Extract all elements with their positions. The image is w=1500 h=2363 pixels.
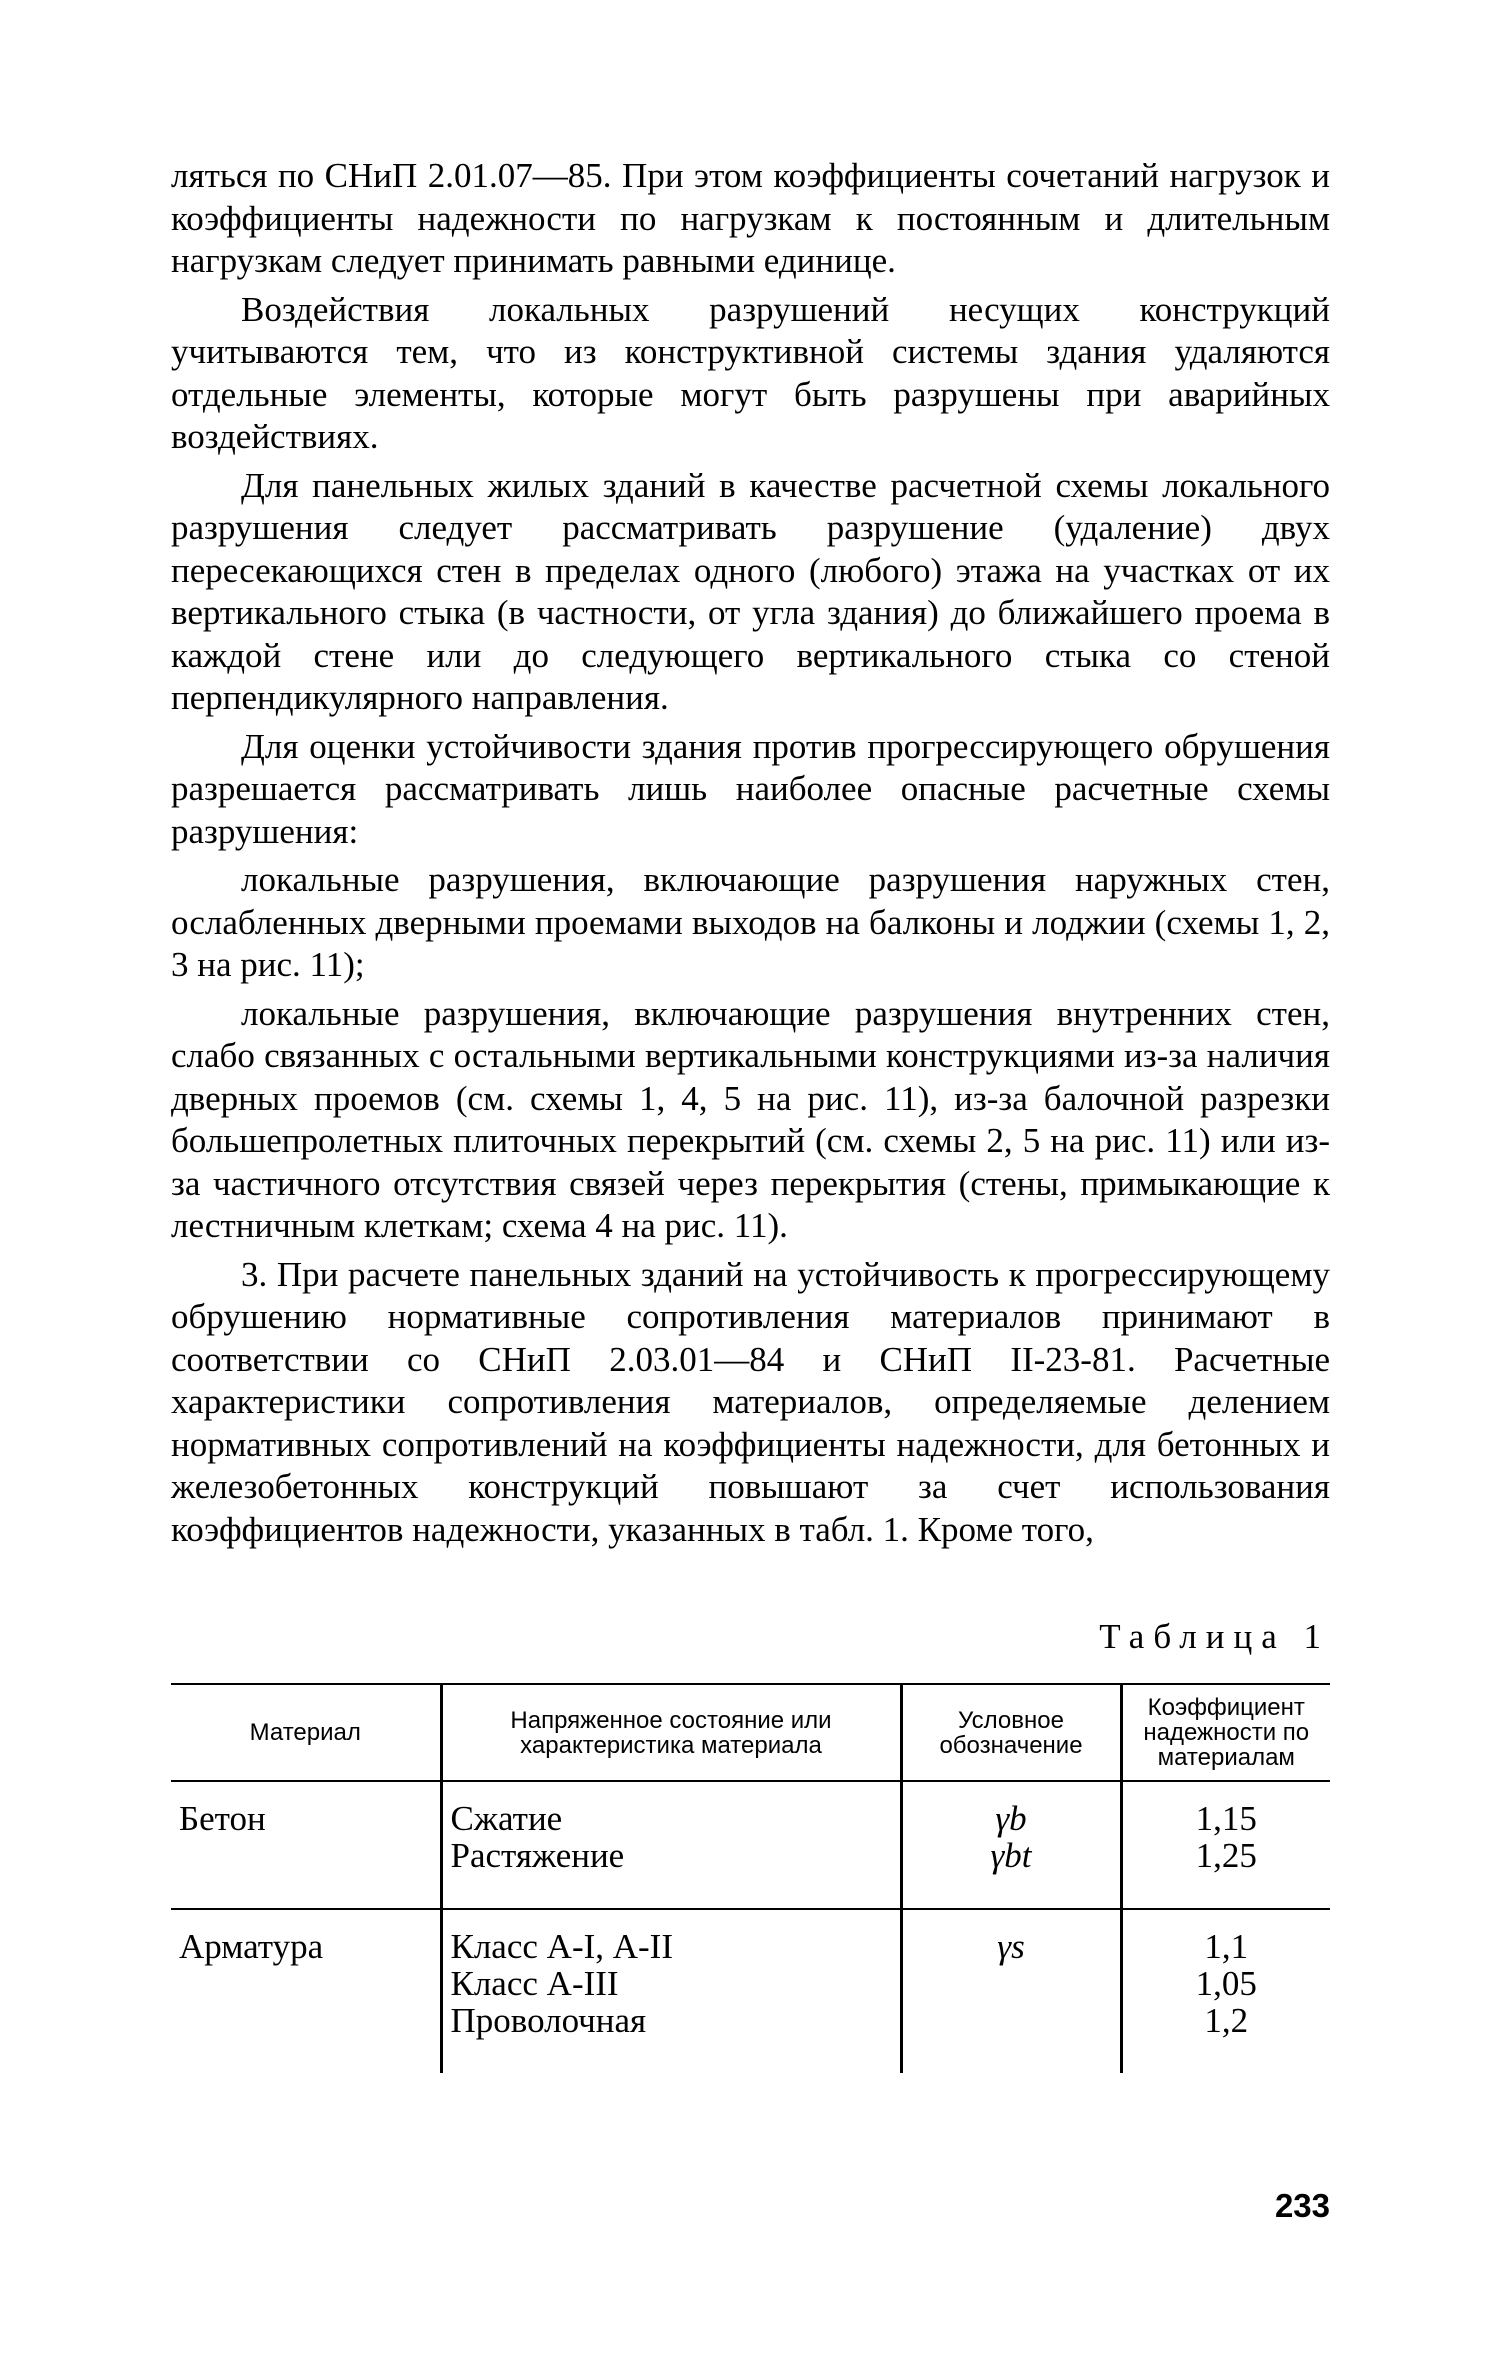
header-state: Напряженное состояние или характеристика материала xyxy=(441,1684,901,1781)
header-symbol: Условное обозначение xyxy=(901,1684,1121,1781)
paragraph-1: ляться по СНиП 2.01.07—85. При этом коэффициенты сочетаний нагрузок и коэффициенты надежности по нагрузкам к постоянным и длительным нагрузкам следует принимать равными единице. xyxy=(171,156,1330,280)
header-coefficient: Коэффициент надежности по материалам xyxy=(1121,1684,1330,1781)
reliability-coefficients-table xyxy=(171,1683,1330,2073)
table-row xyxy=(171,1909,1330,2073)
paragraph-3: Для панельных жилых зданий в качестве расчетной схемы локального разрушения следует рассматривать разрушение (удаление) двух пересекающихся стен в пределах одного (любого) этажа на участках от их вертикального стыка (в частности, от угла здания) до ближайшего проема в каждой стене или до следующего вертикального стыка со стеной перпендикулярного направления. xyxy=(171,465,1330,717)
cell-material: Арматура xyxy=(179,1927,324,1966)
table-header-row xyxy=(171,1684,1330,1781)
cell-symbol: γb γbt xyxy=(901,1781,1121,1909)
paragraph-2: Воздействия локальных разрушений несущих конструкций учитываются тем, что из конструктивной системы здания удаляются отдельные элементы, которые могут быть разрушены при аварийных воздействиях. xyxy=(171,289,1330,456)
header-material: Материал xyxy=(171,1684,441,1781)
table-row xyxy=(171,1781,1330,1909)
paragraph-7: 3. При расчете панельных зданий на устойчивость к прогрессирующему обрушению нормативные сопротивления материалов принимают в соответствии со СНиП 2.03.01—84 и СНиП II-23-81. Расчетные характеристики сопротивления материалов, определяемые делением нормативных сопротивлений на коэффициенты надежности, для бетонных и железобетонных конструкций повышают за счет использования коэффициентов надежности, указанных в табл. 1. Кроме того, xyxy=(171,1254,1330,1549)
cell-state: Класс А-I, А-II Класс А-III Проволочная xyxy=(441,1909,901,2073)
cell-material: Бетон xyxy=(171,1781,441,1909)
cell-state: Сжатие Растяжение xyxy=(441,1781,901,1909)
paragraph-5: локальные разрушения, включающие разрушения наружных стен, ослабленных дверными проемами выходов на балконы и лоджии (схемы 1, 2, 3 на рис. 11); xyxy=(171,860,1330,984)
paragraph-6: локальные разрушения, включающие разрушения внутренних стен, слабо связанных с остальными вертикальными конструкциями из-за наличия дверных проемов (см. схемы 1, 4, 5 на рис. 11), из-за балочной разрезки большепролетных плиточных перекрытий (см. схемы 2, 5 на рис. 11) или из-за частичного отсутствия связей через перекрытия (стены, примыкающие к лестничным клеткам; схема 4 на рис. 11). xyxy=(171,993,1330,1245)
page-number: 233 xyxy=(1274,2187,1330,2224)
cell-symbol: γs xyxy=(901,1909,1121,2073)
cell-coefficient: 1,15 1,25 xyxy=(1121,1781,1330,1909)
paragraph-4: Для оценки устойчивости здания против прогрессирующего обрушения разрешается рассматривать лишь наиболее опасные расчетные схемы разрушения: xyxy=(171,726,1330,851)
body-text xyxy=(171,155,1330,1551)
table-caption: Таблица 1 xyxy=(1099,1617,1330,1656)
cell-coefficient: 1,1 1,05 1,2 xyxy=(1121,1909,1330,2073)
